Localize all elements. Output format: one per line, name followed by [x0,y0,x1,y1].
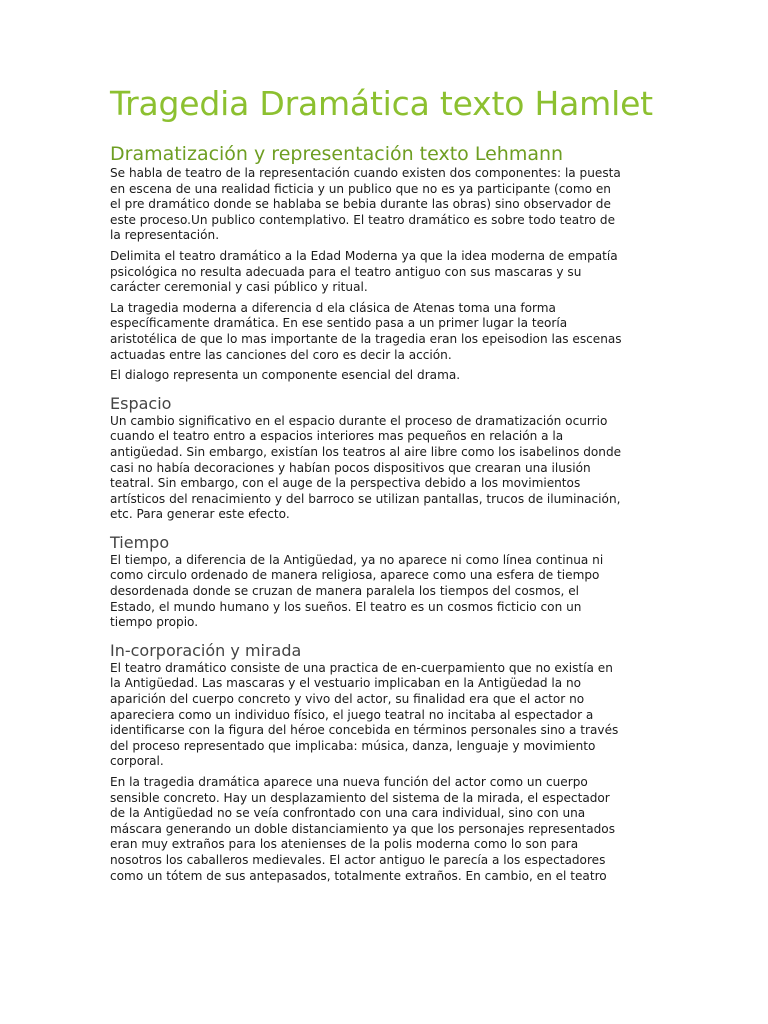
text-line: como circulo ordenado de manera religiosa, aparece como una esfera de tiempo [110,568,600,583]
text-line: específicamente dramática. En ese sentido pasa a un primer lugar la teoría [110,316,568,331]
section-heading: Espacio [110,393,172,413]
text-line: casi no había decoraciones y habían pocos dispositivos que crearan una ilusión [110,460,591,475]
text-line: de la Antigüedad no se veía confrontado con una cara individual, sino con una [110,806,586,821]
text-line: este proceso.Un publico contemplativo. El teatro dramático es sobre todo teatro de [110,212,616,227]
text-line: máscara generando un doble distanciamiento ya que los personajes representados [110,821,616,836]
text-line: como un tótem de sus antepasados, totalmente extraños. En cambio, en el teatro [110,868,607,883]
text-line: en escena de una realidad ficticia y un publico que no es ya participante (como en [110,181,611,196]
text-line: el pre dramático donde se hablaba se bebia durante las obras) sino observador de [110,197,611,212]
text-line: desordenada donde se cruzan de manera paralela los tiempos del cosmos, el [110,584,580,599]
text-line: Un cambio significativo en el espacio durante el proceso de dramatización ocurrio [110,413,608,428]
text-line: sensible concreto. Hay un desplazamiento del sistema de la mirada, el espectador [110,790,610,805]
body-paragraph [110,368,658,384]
body-paragraph [110,553,658,631]
body-paragraph [110,166,658,244]
text-line: actuadas entre las canciones del coro es decir la acción. [110,347,452,362]
text-line: eran muy extraños para los atenienses de la polis moderna como lo son para [110,837,579,852]
text-line: Estado, el mundo humano y los sueños. El teatro es un cosmos ficticio con un [110,599,582,614]
text-line: aristotélica de que lo mas importante de la tragedia eran los epeisodion las escenas [110,331,622,346]
text-line: El teatro dramático consiste de una practica de en-cuerpamiento que no existía en [110,660,613,675]
text-line: artísticos del renacimiento y del barroco se utilizan pantallas, trucos de iluminación, [110,491,621,506]
section-heading: In-corporación y mirada [110,640,302,660]
text-line: Delimita el teatro dramático a la Edad Moderna ya que la idea moderna de empatía [110,248,618,263]
body-paragraph [110,249,658,296]
text-line: aparición del cuerpo concreto y vivo del actor, su finalidad era que el actor no [110,692,585,707]
text-line: Se habla de teatro de la representación cuando existen dos componentes: la puesta [110,166,621,180]
document-title: Tragedia Dramática texto Hamlet [110,84,653,123]
text-line: psicológica no resulta adecuada para el teatro antiguo con sus mascaras y su [110,264,582,279]
text-line: tiempo propio. [110,615,199,630]
text-line: identificarse con la figura del héroe concebida en términos personales sino a través [110,723,619,738]
text-line: teatral. Sin embargo, con el auge de la perspectiva debido a los movimientos [110,476,581,491]
text-line: En la tragedia dramática aparece una nueva función del actor como un cuerpo [110,775,588,789]
text-line: del proceso representado que implicaba: música, danza, lenguaje y movimiento [110,738,596,753]
text-line: la representación. [110,228,220,243]
text-line: apareciera como un individuo físico, el juego teatral no incitaba al espectador a [110,707,594,722]
text-line: La tragedia moderna a diferencia d ela clásica de Atenas toma una forma [110,300,556,315]
text-line: El tiempo, a diferencia de la Antigüedad, ya no aparece ni como línea continua ni [110,552,604,567]
body-paragraph [110,301,658,363]
text-line: corporal. [110,754,164,769]
body-paragraph [110,775,658,884]
text-line: carácter ceremonial y casi público y ritual. [110,280,368,295]
section-heading: Tiempo [110,532,170,552]
text-line: cuando el teatro entro a espacios interiores mas pequeños en relación a la [110,429,564,444]
text-line: El dialogo representa un componente esencial del drama. [110,368,461,383]
text-line: etc. Para generar este efecto. [110,507,290,522]
text-line: la Antigüedad. Las mascaras y el vestuario implicaban en la Antigüedad la no [110,676,582,691]
text-line: antigüedad. Sin embargo, existían los teatros al aire libre como los isabelinos donde [110,444,622,459]
body-paragraph [110,661,658,770]
document-body [110,142,658,884]
section-heading: Dramatización y representación texto Lehmann [110,143,564,165]
text-line: nosotros los caballeros medievales. El actor antiguo le parecía a los espectadores [110,852,606,867]
body-paragraph [110,414,658,523]
